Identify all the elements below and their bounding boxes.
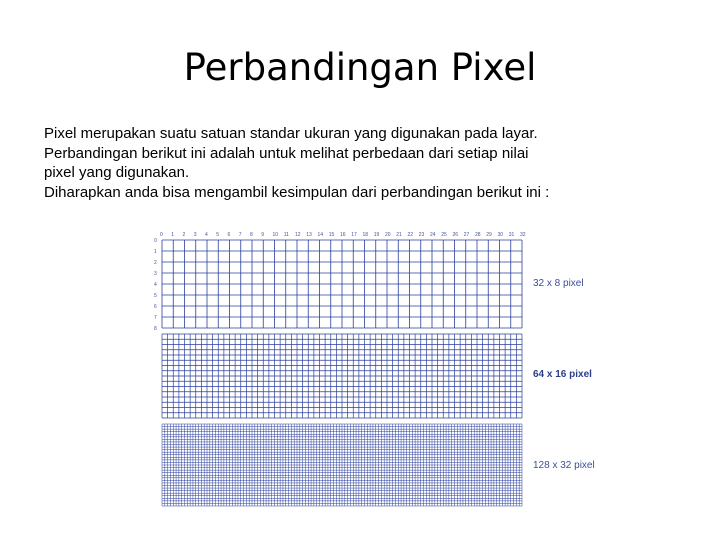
axis-col-number: 16: [340, 232, 346, 238]
paragraph-line-4: Diharapkan anda bisa mengambil kesimpulan dari perbandingan berikut ini :: [44, 183, 550, 201]
axis-col-number: 28: [475, 232, 481, 238]
axis-col-number: 2: [182, 232, 186, 238]
axis-col-number: 0: [160, 232, 163, 238]
axis-row-number: 6: [154, 304, 157, 310]
paragraph-line-3: pixel yang digunakan.: [44, 164, 190, 181]
axis-row-number: 8: [154, 326, 157, 332]
axis-col-number: 17: [351, 232, 357, 238]
axis-row-number: 0: [154, 238, 157, 244]
pixel-grid-128x32: [162, 424, 522, 506]
axis-col-number: 21: [396, 232, 402, 238]
axis-row-number: 4: [154, 282, 157, 288]
axis-col-number: 10: [272, 232, 279, 238]
axis-col-number: 18: [362, 232, 369, 238]
grid-label-32x8: 32 x 8 pixel: [533, 278, 584, 289]
axis-col-number: 1: [171, 232, 175, 238]
grid-label-64x16: 64 x 16 pixel: [533, 369, 592, 380]
axis-col-number: 30: [497, 232, 504, 238]
pixel-grid-32x8: [162, 240, 522, 328]
axis-col-number: 11: [283, 232, 289, 238]
axis-col-number: 29: [486, 232, 492, 238]
axis-col-number: 14: [317, 232, 324, 238]
pixel-grid-64x16: [162, 334, 522, 418]
axis-row-number: 5: [154, 293, 157, 299]
axis-col-number: 31: [508, 232, 515, 238]
axis-col-number: 19: [373, 232, 380, 238]
axis-col-number: 8: [250, 232, 253, 238]
axis-col-number: 32: [520, 232, 526, 238]
axis-col-number: 27: [463, 232, 470, 238]
axis-col-number: 20: [385, 232, 391, 238]
axis-col-number: 13: [306, 232, 312, 238]
slide-title: Perbandingan Pixel: [183, 46, 537, 89]
axis-col-number: 6: [227, 232, 231, 238]
paragraph-line-2: Perbandingan berikut ini adalah untuk melihat perbedaan dari setiap nilai: [44, 144, 529, 162]
axis-col-number: 24: [430, 232, 436, 238]
axis-col-number: 25: [441, 232, 447, 238]
axis-row-number: 2: [154, 260, 157, 266]
paragraph-line-1: Pixel merupakan suatu satuan standar ukuran yang digunakan pada layar.: [44, 125, 538, 142]
axis-col-number: 22: [407, 232, 414, 238]
axis-col-number: 9: [261, 232, 265, 238]
axis-col-number: 5: [216, 232, 220, 238]
axis-col-number: 12: [295, 232, 301, 238]
axis-col-number: 4: [205, 232, 208, 238]
axis-col-number: 3: [193, 232, 197, 238]
axis-row-number: 7: [154, 315, 157, 321]
axis-row-number: 1: [154, 249, 157, 255]
axis-col-number: 23: [418, 232, 425, 238]
grid-label-128x32: 128 x 32 pixel: [533, 460, 595, 471]
axis-col-number: 15: [328, 232, 335, 238]
axis-col-number: 26: [452, 232, 459, 238]
axis-col-number: 7: [238, 232, 242, 238]
axis-row-number: 3: [154, 271, 157, 277]
